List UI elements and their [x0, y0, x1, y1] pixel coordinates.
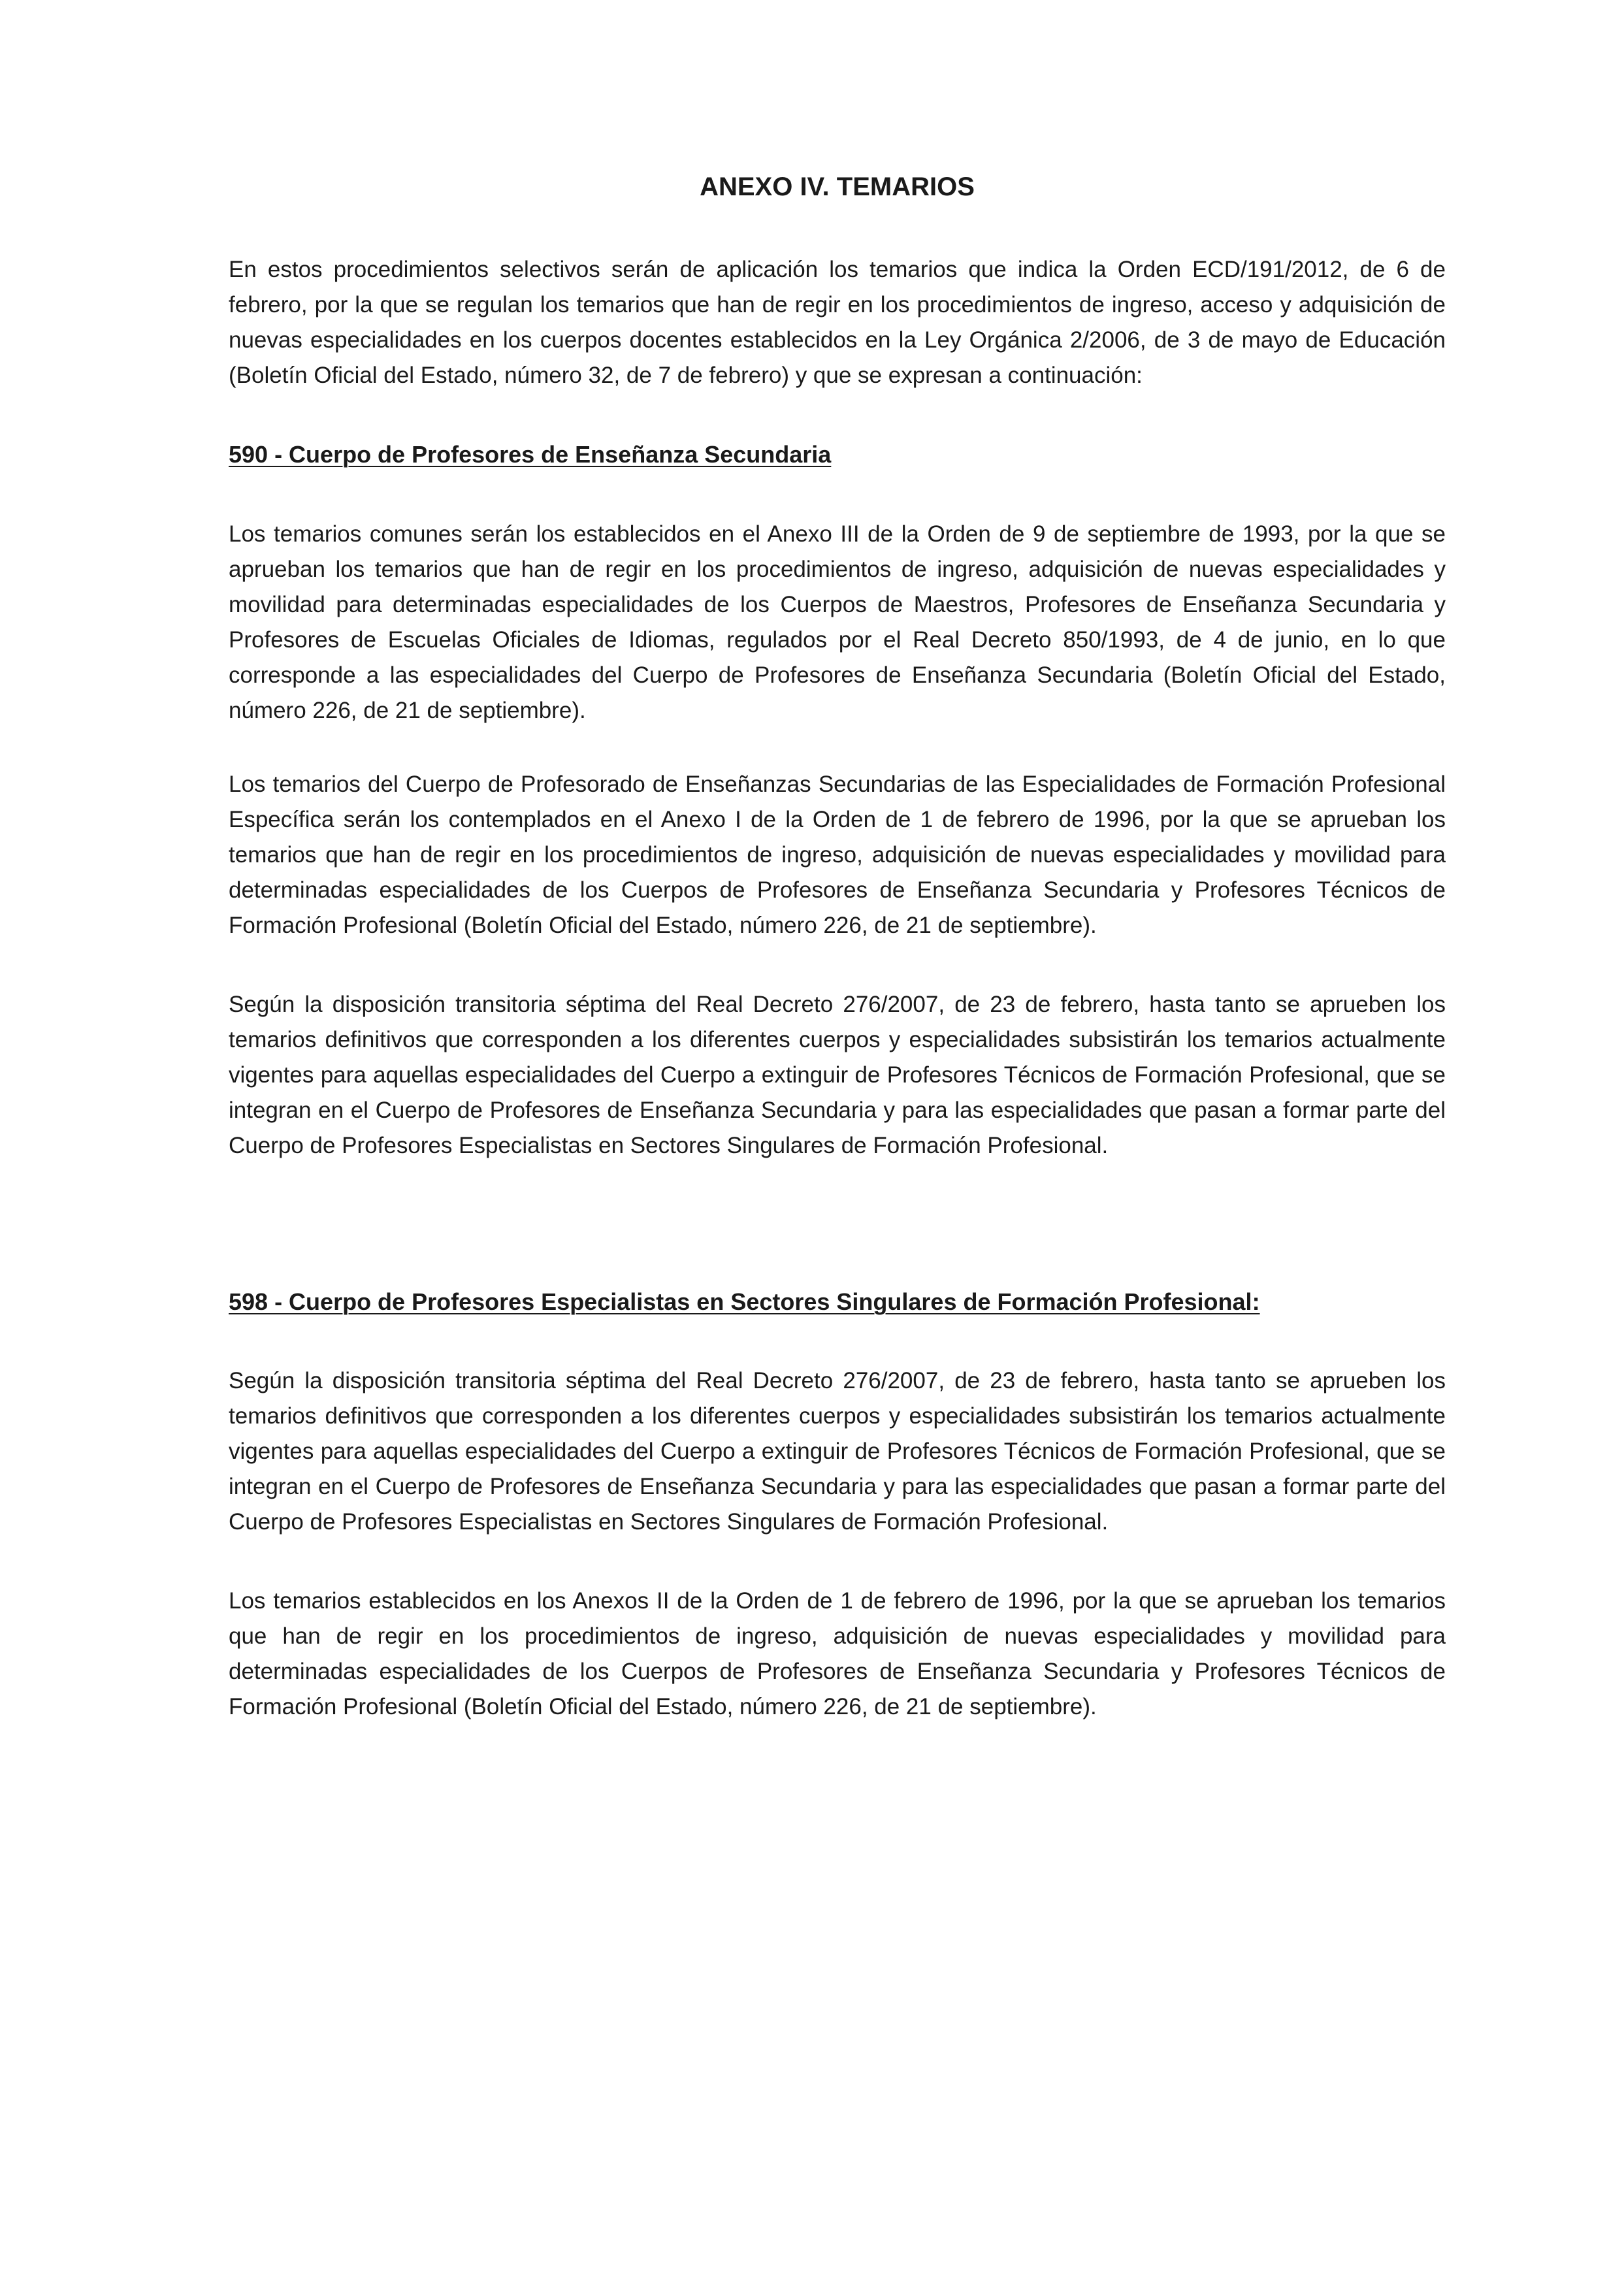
section-590-paragraph-3: Según la disposición transitoria séptima del Real Decreto 276/2007, de 23 de febrero, hasta tanto se aprueben los temarios definitivos que corresponden a los diferentes cuerpos y especialidades subsistirán los temarios actualmente vigentes para aquellas especialidades del Cuerpo a extinguir de Profesores Técnicos de Formación Profesional, que se integran en el Cuerpo de Profesores de Enseñanza Secundaria y para las especialidades que pasan a formar parte del Cuerpo de Profesores Especialistas en Sectores Singulares de Formación Profesional.	[229, 992, 1446, 1158]
intro-paragraph: En estos procedimientos selectivos serán de aplicación los temarios que indica la Orden ECD/191/2012, de 6 de febrero, por la que se regulan los temarios que han de regir en los procedimientos de ingreso, acceso y adquisición de nuevas especialidades en los cuerpos docentes establecidos en la Ley Orgánica 2/2006, de 3 de mayo de Educación (Boletín Oficial del Estado, número 32, de 7 de febrero) y que se expresan a continuación:	[229, 257, 1446, 388]
section-598-paragraph-2: Los temarios establecidos en los Anexos II de la Orden de 1 de febrero de 1996, por la que se aprueban los temarios que han de regir en los procedimientos de ingreso, adquisición de nuevas especialidades y movilidad para determinadas especialidades de los Cuerpos de Profesores de Enseñanza Secundaria y Profesores Técnicos de Formación Profesional (Boletín Oficial del Estado, número 226, de 21 de septiembre).	[229, 1588, 1446, 1719]
section-590-paragraph-2: Los temarios del Cuerpo de Profesorado de Enseñanzas Secundarias de las Especialidades de Formación Profesional Específica serán los contemplados en el Anexo I de la Orden de 1 de febrero de 1996, por la que se aprueban los temarios que han de regir en los procedimientos de ingreso, adquisición de nuevas especialidades y movilidad para determinadas especialidades de los Cuerpos de Profesores de Enseñanza Secundaria y Profesores Técnicos de Formación Profesional (Boletín Oficial del Estado, número 226, de 21 de septiembre).	[229, 772, 1446, 938]
document-title: ANEXO IV. TEMARIOS	[700, 172, 975, 201]
section-598-paragraph-1: Según la disposición transitoria séptima del Real Decreto 276/2007, de 23 de febrero, hasta tanto se aprueben los temarios definitivos que corresponden a los diferentes cuerpos y especialidades subsistirán los temarios actualmente vigentes para aquellas especialidades del Cuerpo a extinguir de Profesores Técnicos de Formación Profesional, que se integran en el Cuerpo de Profesores de Enseñanza Secundaria y para las especialidades que pasan a formar parte del Cuerpo de Profesores Especialistas en Sectores Singulares de Formación Profesional.	[229, 1368, 1446, 1535]
section-heading-598: 598 - Cuerpo de Profesores Especialistas en Sectores Singulares de Formación Profesional:	[229, 1288, 1260, 1315]
section-heading-590: 590 - Cuerpo de Profesores de Enseñanza Secundaria	[229, 441, 832, 468]
section-590-paragraph-1: Los temarios comunes serán los establecidos en el Anexo III de la Orden de 9 de septiembre de 1993, por la que se aprueban los temarios que han de regir en los procedimientos de ingreso, adquisición de nuevas especialidades y movilidad para determinadas especialidades de los Cuerpos de Maestros, Profesores de Enseñanza Secundaria y Profesores de Escuelas Oficiales de Idiomas, regulados por el Real Decreto 850/1993, de 4 de junio, en lo que corresponde a las especialidades del Cuerpo de Profesores de Enseñanza Secundaria (Boletín Oficial del Estado, número 226, de 21 de septiembre).	[229, 521, 1446, 723]
